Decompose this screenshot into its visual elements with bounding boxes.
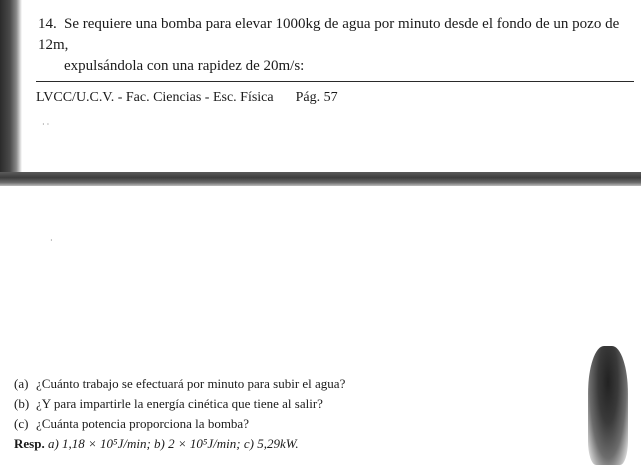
- question-text: ¿Y para impartirle la energía cinética que tiene al salir?: [36, 396, 323, 411]
- footer-page-number: Pág. 57: [295, 90, 338, 105]
- scan-smudge: [588, 346, 628, 465]
- problem-number: 14.: [38, 16, 57, 32]
- question-tag: (a): [14, 376, 29, 391]
- question-item: [14, 414, 574, 434]
- question-item: [14, 394, 574, 414]
- scan-edge-shadow: [0, 0, 22, 175]
- scan-speck: ·: [50, 236, 53, 245]
- footer-source: LVCC/U.C.V. - Fac. Ciencias - Esc. Física: [36, 90, 274, 105]
- question-tag: (b): [14, 396, 30, 411]
- problem-line-1: [38, 14, 634, 56]
- scan-page-break-band: [0, 172, 641, 186]
- answer-label: Resp.: [14, 436, 45, 451]
- question-tag: (c): [14, 416, 29, 431]
- question-item: [14, 374, 574, 394]
- answer-line: [14, 434, 574, 454]
- question-list: [14, 374, 574, 454]
- page-footer: [36, 89, 338, 107]
- problem-text-line-2: expulsándola con una rapidez de 20m/s:: [64, 58, 305, 74]
- question-text: ¿Cuánto trabajo se efectuará por minuto para subir el agua?: [36, 376, 346, 391]
- problem-statement: [38, 14, 634, 77]
- answer-text: a) 1,18 × 10⁵J/min; b) 2 × 10⁵J/min; c) 5,29kW.: [47, 436, 299, 451]
- problem-text-line-1: Se requiere una bomba para elevar 1000kg de agua por minuto desde el fondo de un pozo de 12m,: [38, 16, 620, 53]
- question-text: ¿Cuánta potencia proporciona la bomba?: [36, 416, 249, 431]
- scan-speck: · ·: [42, 120, 50, 129]
- footer-divider: [36, 81, 634, 82]
